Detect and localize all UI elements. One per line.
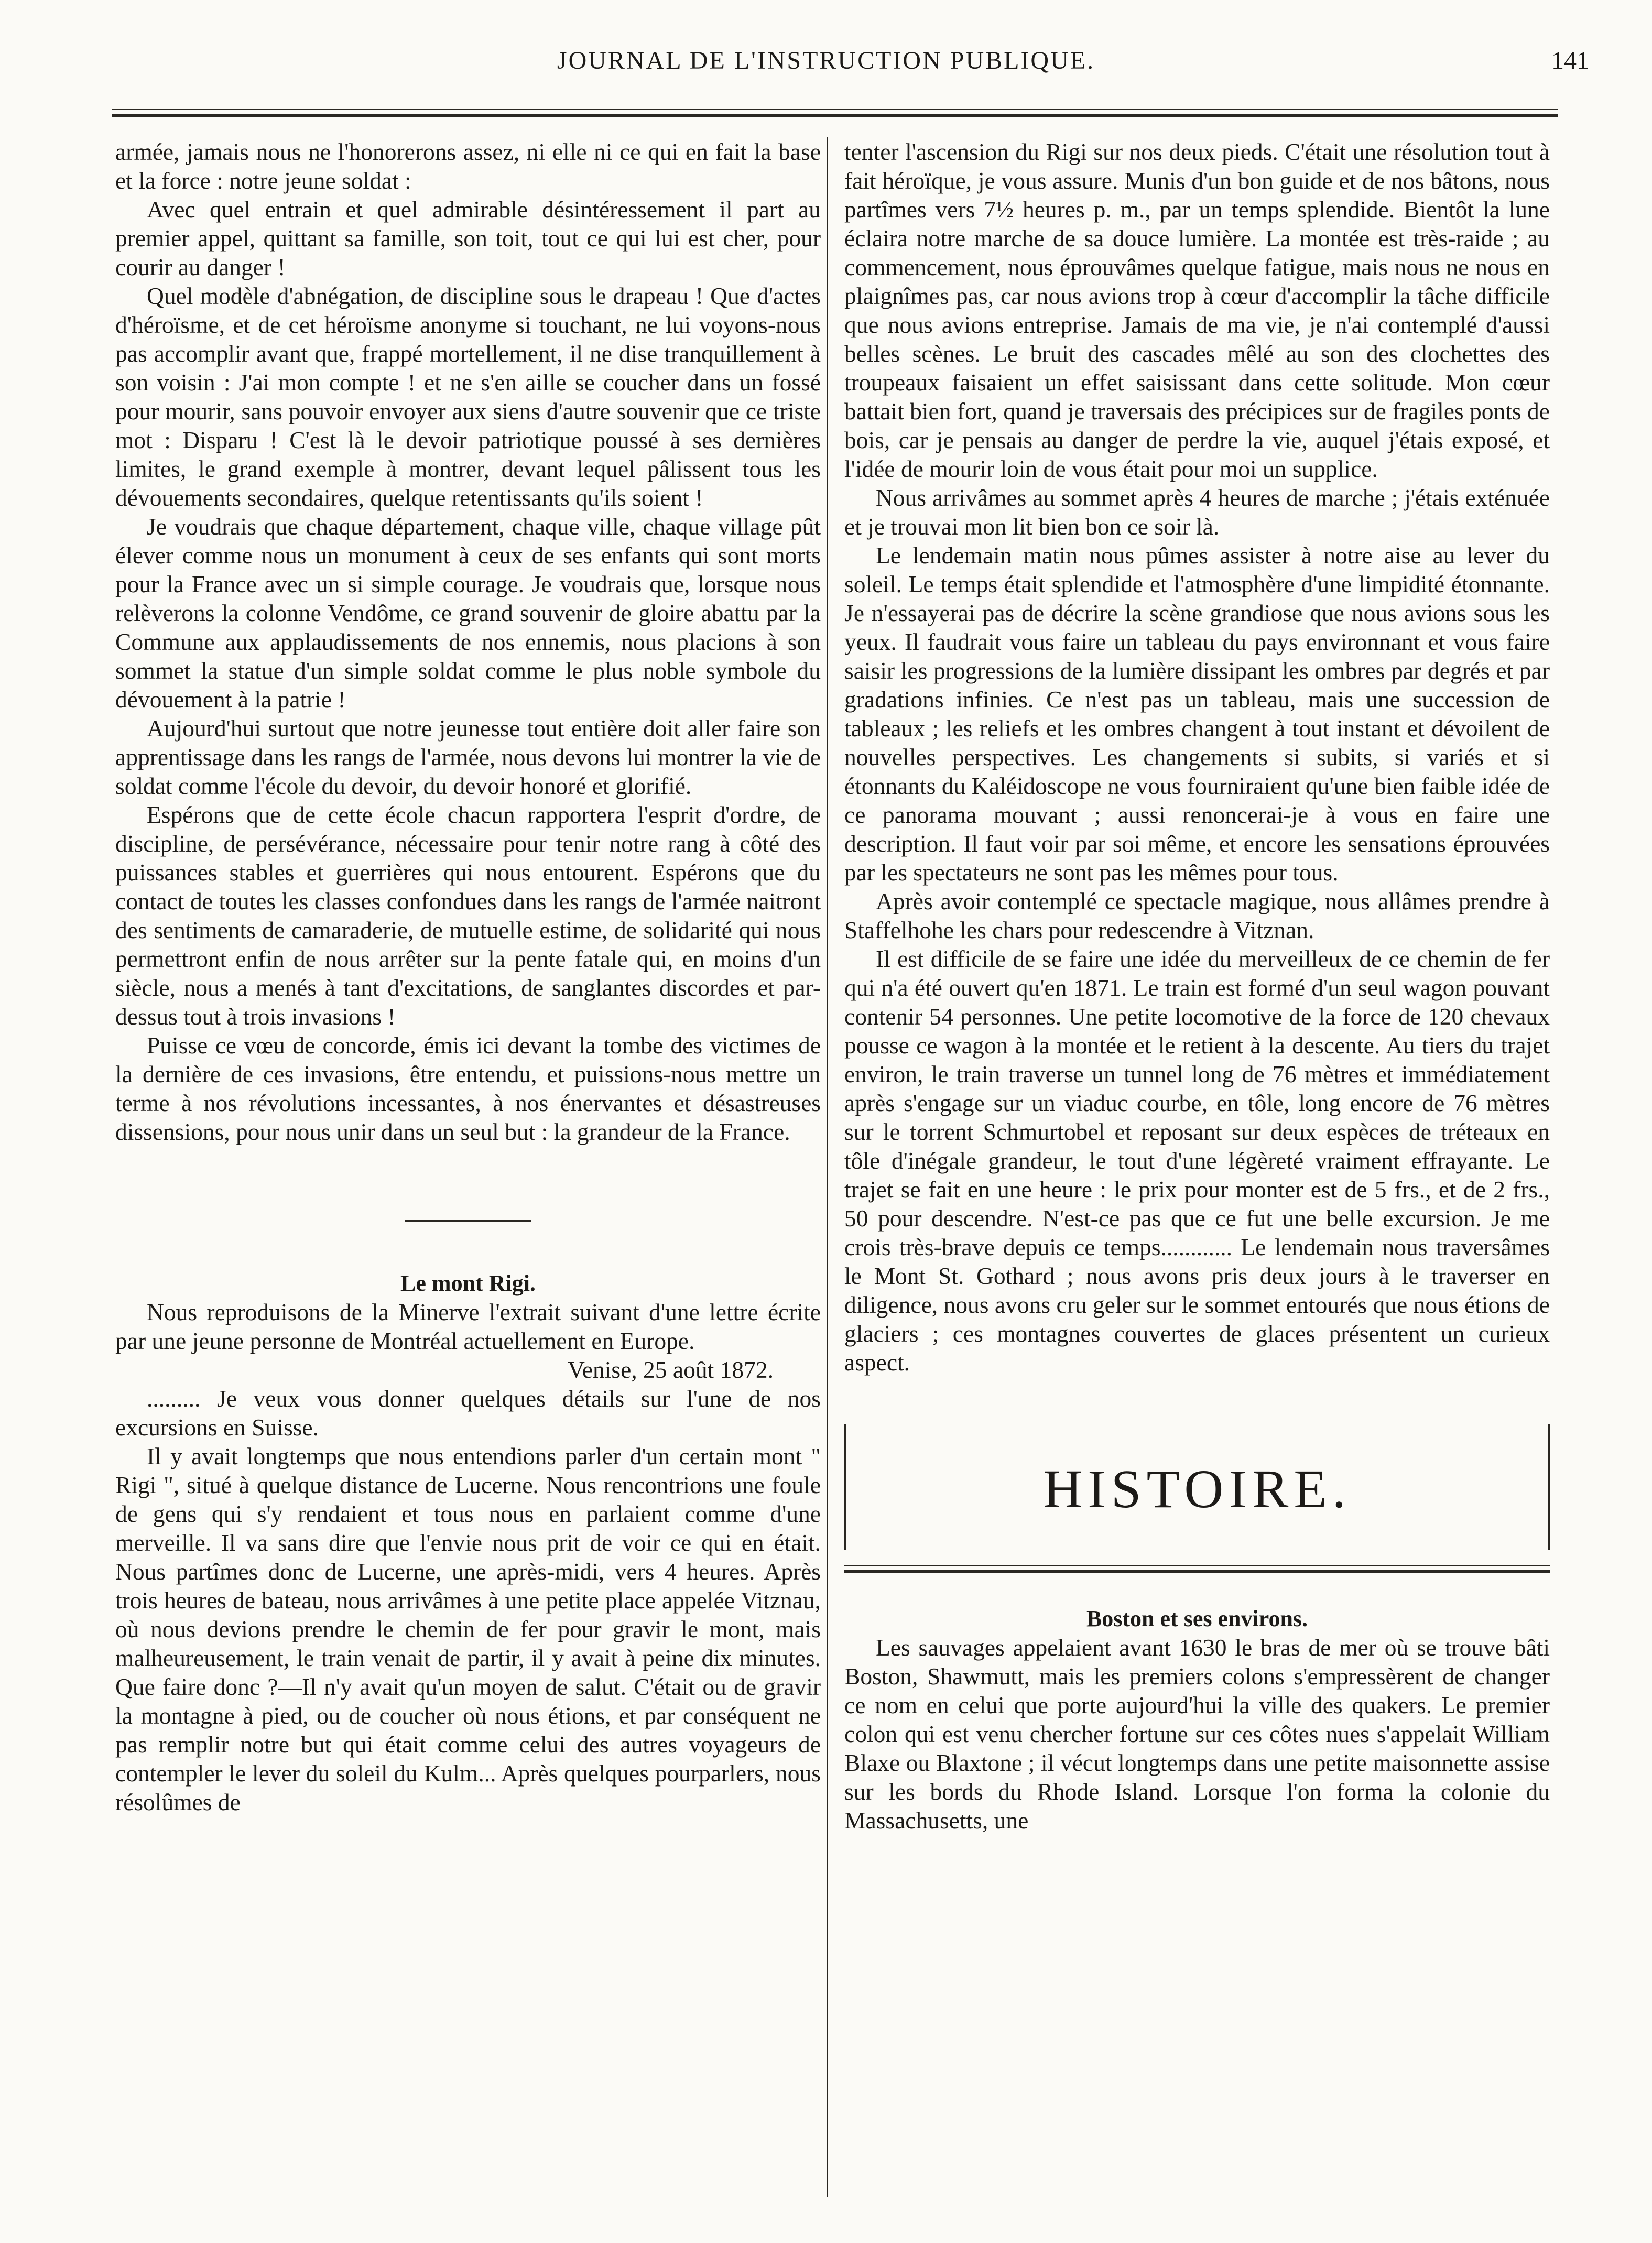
body-paragraph: Il est difficile de se faire une idée du merveilleux de ce chemin de fer qui n'a été ouvert qu'en 1871. Le train est formé d'un seul wagon pouvant contenir 54 personnes. Une petite locomotive de la force de 120 chevaux pousse ce wagon à la montée et le retient à la descente. Au tiers du trajet environ, le train traverse un tunnel long de 76 mètres et immédiatement après s'engage sur un viaduc courbe, en tôle, long encore de 76 mètres sur le torrent Schmurtobel et reposant sur deux espèces de tréteaux en tôle d'inégale grandeur, le tout d'une légèreté vraiment effrayante. Le trajet se fait en une heure : le prix pour monter est de 5 frs., et de 2 frs., 50 pour descendre. N'est-ce pas que ce fut une belle excursion. Je me crois très-brave depuis ce temps............ Le lendemain nous traversâmes le Mont St. Gothard ; nous avons pris deux jours à le traverser en diligence, nous avons cru geler sur le sommet entourés que nous étions de glaciers ; ces montagnes couvertes de glaces présentent un curieux aspect. xyxy=(844,945,1550,1376)
article-intro: Nous reproduisons de la Minerve l'extrait suivant d'une lettre écrite par une jeune personne de Montréal actuellement en Europe. xyxy=(115,1299,821,1354)
body-paragraph: Aujourd'hui surtout que notre jeunesse tout entière doit aller faire son apprentissage dans les rangs de l'armée, nous devons lui montrer la vie de soldat comme l'école du devoir, du devoir honoré et glorifié. xyxy=(115,715,821,799)
body-paragraph: Quel modèle d'abnégation, de discipline sous le drapeau ! Que d'actes d'héroïsme, et de cet héroïsme anonyme si touchant, ne lui voyons-nous pas accomplir avant que, frappé mortellement, il ne dise tranquillement à son voisin : J'ai mon compte ! et ne s'en aille se coucher dans un fossé pour mourir, sans pouvoir envoyer aux siens d'autre souvenir que ce triste mot : Disparu ! C'est là le devoir patriotique poussé à ses dernières limites, le grand exemple à montrer, devant lequel pâlissent tous les dévouements secondaires, quelque retentissants qu'ils soient ! xyxy=(115,282,821,511)
article-title: Le mont Rigi. xyxy=(400,1270,536,1296)
page-number: 141 xyxy=(1551,47,1589,74)
article-paragraph: Les sauvages appelaient avant 1630 le bras de mer où se trouve bâti Boston, Shawmutt, mais les premiers colons s'empressèrent de changer ce nom en celui que porte aujourd'hui la ville des quakers. Le premier colon qui est venu chercher fortune sur ces côtes nues s'appelait William Blaxe ou Blaxtone ; il vécut longtemps dans une petite maisonnette assise sur les bords du Rhode Island. Lorsque l'on forma la colonie du Massachusetts, une xyxy=(844,1634,1550,1834)
body-paragraph: tenter l'ascension du Rigi sur nos deux pieds. C'était une résolution tout à fait héroïque, je vous assure. Munis d'un bon guide et de nos bâtons, nous partîmes vers 7½ heures p. m., par un temps splendide. Bientôt la lune éclaira notre marche de sa douce lumière. La montée est très-raide ; au commencement, nous éprouvâmes quelque fatigue, mais nous ne nous en plaignîmes pas, car nous avions trop à cœur d'accomplir la tâche difficile que nous avions entreprise. Jamais de ma vie, je n'ai contemplé d'aussi belles scènes. Le bruit des cascades mêlé au son des clochettes des troupeaux faisaient un effet saisissant dans cette solitude. Mon cœur battait bien fort, quand je traversais des précipices sur de fragiles ponts de bois, car je pensais au danger de perdre la vie, auquel j'étais exposé, et l'idée de mourir loin de vous était pour moi un supplice. xyxy=(844,138,1550,482)
body-paragraph: Nous arrivâmes au sommet après 4 heures de marche ; j'étais exténuée et je trouvai mon lit bien bon ce soir là. xyxy=(844,484,1550,540)
dateline: Venise, 25 août 1872. xyxy=(567,1356,774,1383)
letter-paragraph: ......... Je veux vous donner quelques détails sur l'une de nos excursions en Suisse. xyxy=(115,1385,821,1441)
section-rule-thick xyxy=(844,1570,1550,1573)
letter-paragraph: Il y avait longtemps que nous entendions parler d'un certain mont " Rigi ", situé à quelque distance de Lucerne. Nous rencontrions une foule de gens qui s'y rendaient et tous nous en parlaient comme d'une merveille. Il va sans dire que l'envie nous prit de voir ce qui en était. Nous partîmes donc de Lucerne, une après-midi, vers 4 heures. Après trois heures de bateau, nous arrivâmes à une petite place appelée Vitznau, où nous devions prendre le chemin de fer pour gravir le mont, mais malheureusement, le train venait de partir, il y avait à peine dix minutes. Que faire donc ?—Il n'y avait qu'un moyen de salut. C'était ou de gravir la montagne à pied, ou de coucher où nous étions, et par conséquent ne pas remplir notre but qui était comme celui des autres voyageurs de contempler le lever du soleil du Kulm... Après quelques pourparlers, nous résolûmes de xyxy=(115,1443,821,1815)
body-paragraph: Espérons que de cette école chacun rapportera l'esprit d'ordre, de discipline, de persévérance, nécessaire pour tenir notre rang à côté des puissances stables et guerrières qui nous entourent. Espérons que du contact de toutes les classes confondues dans les rangs de l'armée naitront des sentiments de camaraderie, de mutuelle estime, de solidarité qui nous permettront enfin de nous arrêter sur la pente fatale qui, en moins d'un siècle, nous a menés à tant d'excitations, de sanglantes discordes et par-dessus tout à trois invasions ! xyxy=(115,801,821,1030)
column-divider xyxy=(827,137,828,2197)
article-title: Boston et ses environs. xyxy=(1086,1606,1308,1631)
body-paragraph: armée, jamais nous ne l'honorerons assez, ni elle ni ce qui en fait la base et la force : notre jeune soldat : xyxy=(115,138,821,194)
body-paragraph: Je voudrais que chaque département, chaque ville, chaque village pût élever comme nous un monument à ceux de ses enfants qui sont morts pour la France avec un si simple courage. Je voudrais que, lorsque nous relèverons la colonne Vendôme, ce grand souvenir de gloire abattu par la Commune aux applaudissements de nos ennemis, nous placions à son sommet la statue d'un simple soldat comme le plus noble symbole du dévouement à la patrie ! xyxy=(115,513,821,713)
section-rule-thin xyxy=(844,1565,1550,1566)
header-rule-thick xyxy=(112,114,1558,117)
body-paragraph: Le lendemain matin nous pûmes assister à notre aise au lever du soleil. Le temps était splendide et l'atmosphère d'une limpidité étonnante. Je n'essayerai pas de décrire la scène grandiose que nous avions sous les yeux. Il faudrait vous faire un tableau du pays environnant et vous faire saisir les progressions de la lumière dissipant les ombres par degrés et par gradations infinies. Ce n'est pas un tableau, mais une succession de tableaux ; les reliefs et les ombres changent à tout instant et dévoilent de nouvelles perspectives. Les changements si subits, si variés et si étonnants du Kaléidoscope ne vous fourniraient qu'une bien faible idée de ce panorama mouvant ; aussi renoncerai-je à vous en faire une description. Il faut voir par soi même, et encore les sensations éprouvées par les spectateurs ne sont pas les mêmes pour tous. xyxy=(844,542,1550,886)
section-title: HISTOIRE. xyxy=(1043,1459,1351,1519)
body-paragraph: Après avoir contemplé ce spectacle magique, nous allâmes prendre à Staffelhohe les chars pour redescendre à Vitznan. xyxy=(844,888,1550,943)
body-paragraph: Avec quel entrain et quel admirable désintéressement il part au premier appel, quittant sa famille, son toit, tout ce qui lui est cher, pour courir au danger ! xyxy=(115,196,821,280)
separator-rule xyxy=(405,1220,531,1222)
right-column xyxy=(844,137,1550,2197)
section-header-box xyxy=(844,1424,1550,1550)
body-paragraph: Puisse ce vœu de concorde, émis ici devant la tombe des victimes de la dernière de ces invasions, être entendu, et puissions-nous mettre un terme à nos révolutions incessantes, à nos énervantes et désastreuses dissensions, pour nous unir dans un seul but : la grandeur de la France. xyxy=(115,1032,821,1145)
header-rule-thin xyxy=(112,109,1558,110)
left-column xyxy=(115,137,821,2197)
running-head: JOURNAL DE L'INSTRUCTION PUBLIQUE. xyxy=(557,47,1095,74)
